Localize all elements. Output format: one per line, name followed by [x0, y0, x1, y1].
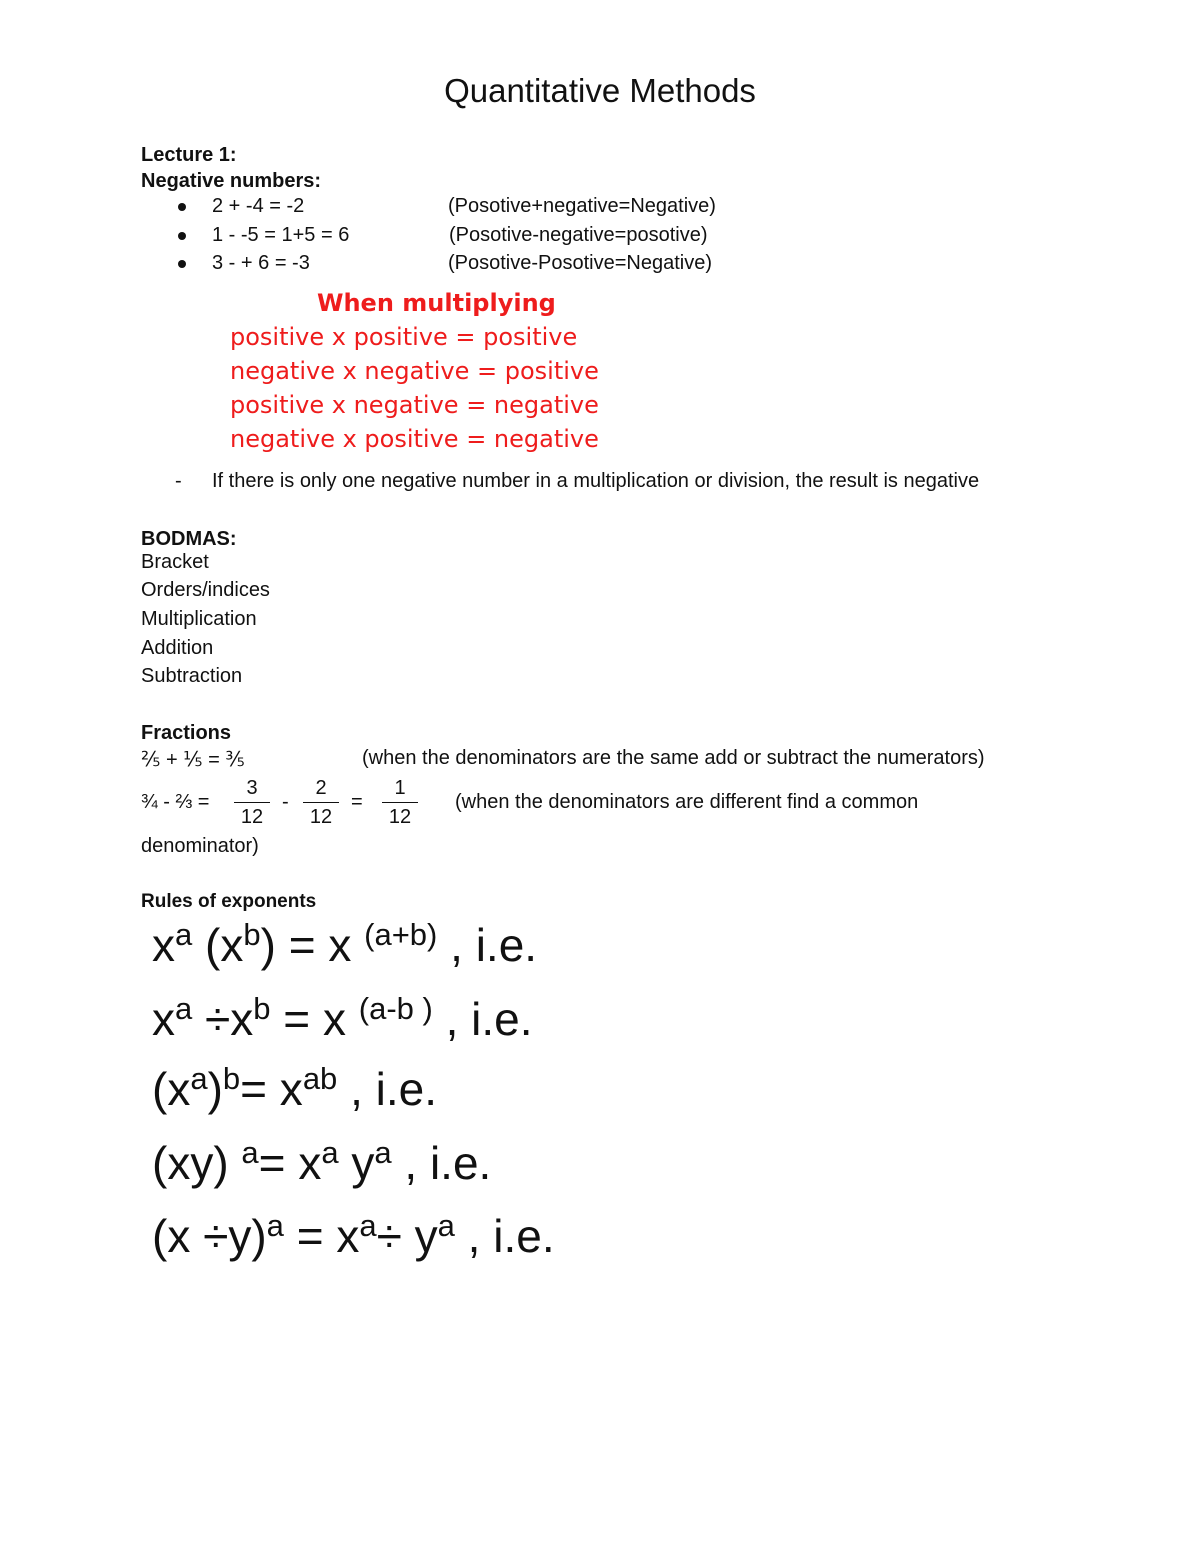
- list-item-note: (Posotive-negative=posotive): [449, 224, 708, 246]
- list-item-expr: 3 - + 6 = -3: [212, 252, 310, 274]
- exponent-rule-quotient-power: [152, 1209, 555, 1263]
- rule-superscript: a: [175, 991, 193, 1026]
- multiplying-rule: negative x negative = positive: [230, 357, 599, 385]
- bodmas-item: Bracket: [141, 551, 209, 573]
- rule-superscript: a: [241, 1135, 259, 1170]
- rule-text: y: [338, 1137, 375, 1189]
- rule-superscript: b: [253, 991, 271, 1026]
- rule-text: x: [152, 993, 175, 1045]
- fractions-heading: Fractions: [141, 722, 232, 744]
- rule-text: , i.e.: [454, 1210, 555, 1262]
- fraction-denominator: 12: [309, 806, 333, 828]
- rule-superscript: a: [374, 1135, 392, 1170]
- lecture-heading: Lecture 1:: [141, 144, 237, 166]
- rule-text: ): [207, 1063, 223, 1115]
- bodmas-item: Subtraction: [141, 665, 243, 687]
- rule-text: ÷x: [192, 993, 254, 1045]
- exponents-heading: Rules of exponents: [141, 891, 317, 912]
- exponent-rule-power: [152, 1062, 437, 1116]
- fraction-3-12: [234, 776, 270, 829]
- equals-sign: =: [351, 791, 363, 813]
- list-item-note: (Posotive-Posotive=Negative): [448, 252, 713, 274]
- negative-numbers-heading: Negative numbers:: [141, 170, 322, 192]
- rule-text: (x: [152, 1063, 191, 1115]
- rule-text: , i.e.: [432, 993, 533, 1045]
- fraction-numerator: 2: [315, 777, 327, 799]
- rule-superscript: a: [266, 1208, 284, 1243]
- rule-superscript: a: [190, 1061, 208, 1096]
- multiplying-heading: When multiplying: [317, 289, 556, 317]
- list-item-expr: 2 + -4 = -2: [212, 195, 305, 217]
- bodmas-heading: BODMAS:: [141, 528, 237, 550]
- rule-superscript: b: [243, 917, 261, 952]
- rule-text: , i.e.: [437, 919, 538, 971]
- fraction-bar: [303, 802, 339, 803]
- page-title: Quantitative Methods: [444, 72, 756, 109]
- bullet-icon: [178, 260, 186, 268]
- fraction-note-2: (when the denominators are different find a common: [455, 791, 919, 813]
- multiplying-rule: negative x positive = negative: [230, 425, 599, 453]
- bodmas-item: Multiplication: [141, 608, 257, 630]
- rule-superscript: a: [359, 1208, 377, 1243]
- fraction-example-1: ⅖ + ⅕ = ⅗: [141, 749, 245, 771]
- bullet-icon: [178, 203, 186, 211]
- fraction-denominator: 12: [240, 806, 264, 828]
- fraction-bar: [382, 802, 418, 803]
- fraction-denominator: 12: [388, 806, 412, 828]
- rule-text: = x: [258, 1137, 322, 1189]
- fraction-2-12: [303, 776, 339, 829]
- rule-superscript: a: [321, 1135, 339, 1170]
- rule-superscript: b: [222, 1061, 241, 1096]
- bodmas-item: Orders/indices: [141, 579, 270, 601]
- fraction-numerator: 3: [246, 777, 258, 799]
- exponent-rule-product-power: [152, 1136, 491, 1190]
- fraction-1-12: [382, 776, 418, 829]
- rule-superscript: a: [175, 917, 193, 952]
- fraction-numerator: 1: [394, 777, 406, 799]
- rule-text: (x: [192, 919, 244, 971]
- fraction-note-2-cont: denominator): [141, 835, 259, 857]
- list-item-note: (Posotive+negative=Negative): [448, 195, 716, 217]
- bodmas-item: Addition: [141, 637, 214, 659]
- rule-text: ÷ y: [376, 1210, 438, 1262]
- fraction-note-1: (when the denominators are the same add or subtract the numerators): [362, 747, 985, 769]
- rule-superscript: (a+b): [364, 917, 438, 952]
- fraction-example-2: ¾ - ⅔ =: [141, 791, 210, 813]
- bullet-icon: [178, 232, 186, 240]
- rule-superscript: a: [437, 1208, 455, 1243]
- minus-sign: -: [282, 791, 289, 813]
- rule-text: = x: [270, 993, 359, 1045]
- multiplying-note: If there is only one negative number in a multiplication or division, the result is negative: [212, 470, 980, 492]
- rule-text: x: [152, 919, 175, 971]
- rule-text: , i.e.: [391, 1137, 492, 1189]
- list-item-expr: 1 - -5 = 1+5 = 6: [212, 224, 350, 246]
- rule-superscript: (a-b ): [358, 991, 433, 1026]
- rule-text: (x ÷y): [152, 1210, 267, 1262]
- exponent-rule-product: [152, 918, 537, 972]
- rule-text: = x: [240, 1063, 303, 1115]
- multiplying-rule: positive x negative = negative: [230, 391, 599, 419]
- rule-text: = x: [283, 1210, 360, 1262]
- exponent-rule-quotient: [152, 992, 533, 1046]
- rule-superscript: ab: [302, 1061, 338, 1096]
- rule-text: ) = x: [260, 919, 365, 971]
- rule-text: , i.e.: [337, 1063, 438, 1115]
- multiplying-rule: positive x positive = positive: [230, 323, 578, 351]
- rule-text: (xy): [152, 1137, 242, 1189]
- dash-marker: -: [175, 470, 182, 492]
- fraction-bar: [234, 802, 270, 803]
